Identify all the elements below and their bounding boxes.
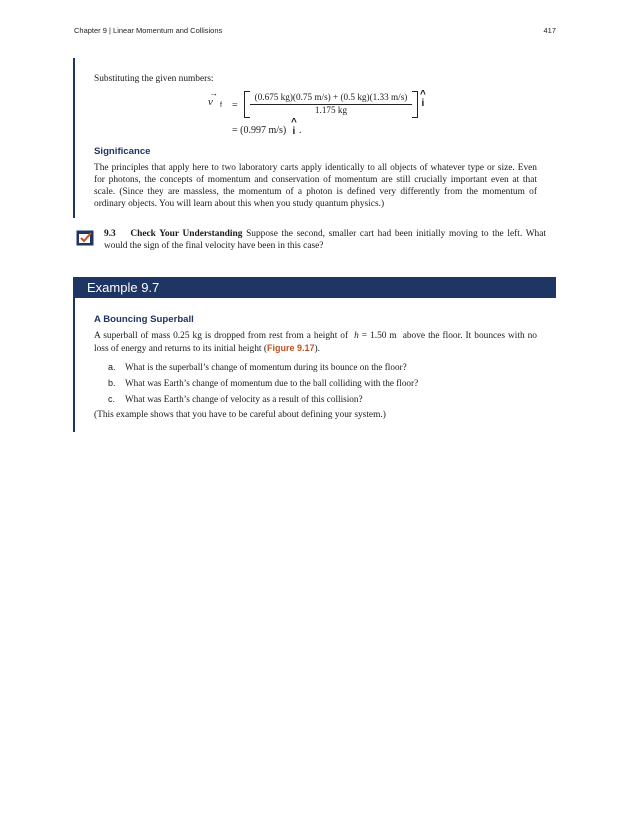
check-understanding-icon <box>76 230 94 246</box>
cyu-number: 9.3 <box>104 229 116 239</box>
height-value: = 1.50 m <box>361 331 397 341</box>
unit-vector-i-result: ^ i <box>291 117 297 137</box>
fraction-numerator: (0.675 kg)(0.75 m/s) + (0.5 kg)(1.33 m/s) <box>254 92 408 102</box>
example-margin-rule <box>73 298 75 432</box>
solution-intro: Substituting the given numbers: <box>94 74 214 84</box>
example-header <box>73 277 556 298</box>
significance-text: The principles that apply here to two laboratory carts apply identically to all objects of whatever type or size. Even for photons, the concepts of momentum and conservation of momentum are still crucially important even at that scale. (Since they are massless, the momentum of a photon is defined very differently from the momentum of ordinary objects. You will learn about this when you study quantum physics.) <box>94 163 537 209</box>
example-subtitle: A Bouncing Superball <box>94 314 194 325</box>
height-variable: h <box>354 331 359 341</box>
equals-sign: = <box>232 100 238 111</box>
velocity-subscript: f <box>220 102 222 109</box>
significance-heading: Significance <box>94 146 151 157</box>
page-number: 417 <box>543 26 556 35</box>
velocity-symbol: → v f <box>208 88 222 109</box>
vector-arrow: → <box>209 88 218 98</box>
question-a: a. What is the superball’s change of momentum during its bounce on the floor? <box>108 362 407 372</box>
unit-vector-i: ^ i <box>420 89 426 109</box>
example-problem-text: A superball of mass 0.25 kg is dropped from rest from a height of h = 1.50 m above the floor. It bounces with no loss of energy and returns to its initial height (Figure 9.17). <box>94 331 537 354</box>
right-bracket <box>412 91 418 118</box>
equation-result: = (0.997 m/s) <box>232 125 287 136</box>
equation-period: . <box>299 125 302 136</box>
question-b: b. What was Earth’s change of momentum due to the ball colliding with the floor? <box>108 378 419 388</box>
solution-margin-rule <box>73 58 75 218</box>
fraction-denominator: 1.175 kg <box>314 105 348 115</box>
cyu-question: Suppose the second, smaller cart had been initially moving to the left. What would the sign of the final velocity have been in this case? <box>104 229 547 251</box>
check-understanding <box>104 228 546 252</box>
example-note: (This example shows that you have to be careful about defining your system.) <box>94 410 386 420</box>
question-c: c. What was Earth’s change of velocity as a result of this collision? <box>108 394 363 404</box>
chapter-header: Chapter 9 | Linear Momentum and Collisions <box>74 26 223 35</box>
figure-link[interactable]: Figure 9.17 <box>266 343 315 353</box>
cyu-label: Check Your Understanding <box>130 229 243 239</box>
example-title: Example 9.7 <box>87 280 160 295</box>
